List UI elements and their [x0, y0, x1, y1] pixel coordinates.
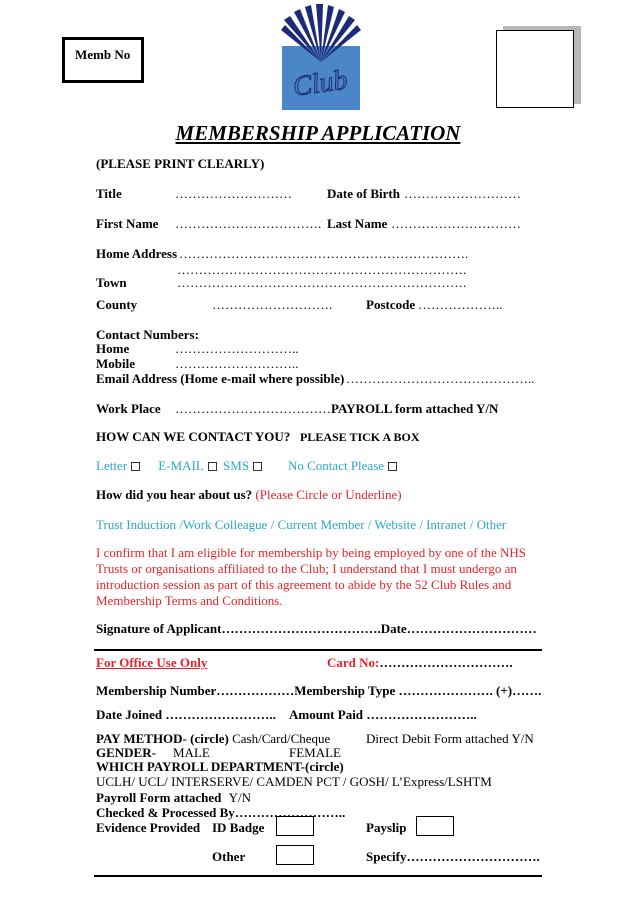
logo-text: Club [291, 64, 350, 103]
payroll-attached-label: PAYROLL form attached Y/N [331, 401, 499, 416]
date-joined-row [96, 707, 276, 723]
payroll-form-row [96, 790, 251, 806]
membership-type-label: Membership Type [294, 683, 396, 698]
gender-male[interactable]: MALE [173, 745, 210, 760]
mobile-label: Mobile [96, 356, 135, 371]
county-field[interactable]: ………………………. [212, 297, 333, 312]
specify-field[interactable]: …………………………. [406, 849, 540, 864]
no-contact-label: No Contact Please [288, 458, 385, 473]
postcode-label: Postcode [366, 297, 416, 312]
pay-method-label: PAY METHOD- (circle) [96, 731, 229, 746]
card-no-label: Card No: [327, 655, 380, 670]
work-place-field[interactable]: ……………………………… [175, 401, 331, 416]
email-option-label: E-MAIL [158, 458, 204, 473]
contact-hint: PLEASE TICK A BOX [300, 430, 420, 444]
memb-no-box[interactable] [62, 37, 144, 83]
letter-label: Letter [96, 458, 128, 473]
date-label: Date [380, 621, 407, 636]
checked-label: Checked & Processed By [96, 805, 235, 820]
declaration-text: I confirm that I am eligible for membership by being employed by one of the NHS Trusts or organisations affiliated to the Club; I understand that I must undergo an introduction session as part of this agreement to abide by the 52 Club Rules and Membership Terms and Conditions. [96, 545, 526, 608]
other-label: Other [212, 849, 246, 864]
email-checkbox[interactable] [208, 462, 217, 471]
home-phone-field[interactable]: ……………………….. [175, 341, 299, 356]
home-address-label: Home Address [96, 246, 178, 261]
date-field[interactable]: ………………………… [406, 621, 537, 636]
amount-paid-row [289, 707, 477, 723]
payroll-dept-label: WHICH PAYROLL DEPARTMENT-(circle) [96, 759, 344, 774]
address-line2-field[interactable]: …………………………………………………………. [177, 262, 467, 277]
signature-field[interactable]: ………………………………. [221, 621, 381, 636]
home-phone-label: Home [96, 341, 130, 356]
payroll-form-label: Payroll Form attached [96, 790, 222, 805]
contact-question: HOW CAN WE CONTACT YOU? [96, 429, 291, 444]
no-contact-option [288, 458, 400, 474]
specify-row [366, 849, 540, 865]
membership-number-row [96, 683, 541, 699]
referral-question: How did you hear about us? [96, 487, 253, 502]
sms-checkbox[interactable] [253, 462, 262, 471]
office-use-heading: For Office Use Only [96, 655, 208, 670]
amount-paid-field[interactable]: …………………….. [366, 707, 477, 722]
signature-label: Signature of Applicant [96, 621, 222, 636]
gender-female[interactable]: FEMALE [289, 745, 341, 760]
title-label: Title [96, 186, 122, 201]
dob-field[interactable]: ……………………… [404, 186, 521, 201]
card-no-row [327, 655, 513, 671]
amount-paid-label: Amount Paid [289, 707, 364, 722]
town-label: Town [96, 275, 127, 290]
page-title: MEMBERSHIP APPLICATION [175, 121, 461, 145]
membership-number-label: Membership Number [96, 683, 217, 698]
payslip-label: Payslip [366, 820, 407, 835]
payslip-box[interactable] [416, 816, 454, 836]
checked-field[interactable]: …………………….. [234, 805, 346, 820]
payroll-dept-options[interactable]: UCLH/ UCL/ INTERSERVE/ CAMDEN PCT / GOSH/ L’Express/LSHTM [96, 774, 492, 789]
last-name-label: Last Name [327, 216, 388, 231]
referral-hint: (Please Circle or Underline) [255, 487, 402, 502]
membership-number-field[interactable]: ……………… [216, 683, 295, 698]
office-divider-bottom [94, 875, 542, 877]
membership-type-field[interactable]: …………………. (+)……. [398, 683, 542, 698]
date-joined-field[interactable]: …………………….. [165, 707, 276, 722]
email-field[interactable]: …………………………………….. [346, 371, 535, 386]
specify-label: Specify [366, 849, 407, 864]
work-place-label: Work Place [96, 401, 161, 416]
home-address-field[interactable]: …………………………………………………………. [179, 246, 469, 261]
mobile-field[interactable]: ……………………….. [175, 356, 299, 371]
card-no-field[interactable]: …………………………. [379, 655, 513, 670]
title-field[interactable]: ……………………… [175, 186, 292, 201]
gender-label: GENDER- [96, 745, 156, 760]
date-joined-label: Date Joined [96, 707, 163, 722]
town-field[interactable]: …………………………………………………………. [177, 275, 467, 290]
payroll-form-value[interactable]: Y/N [228, 790, 252, 805]
postcode-field[interactable]: ……………….. [418, 297, 503, 312]
referral-options[interactable]: Trust Induction /Work Colleague / Current Member / Website / Intranet / Other [96, 517, 507, 532]
id-badge-label: ID Badge [212, 820, 265, 835]
no-contact-checkbox[interactable] [388, 462, 397, 471]
club-logo [276, 4, 366, 112]
referral-row [96, 487, 402, 503]
office-divider-top [94, 649, 542, 651]
last-name-field[interactable]: ………………………… [391, 216, 521, 231]
photo-box[interactable] [496, 30, 574, 108]
letter-checkbox[interactable] [131, 462, 140, 471]
contact-numbers-label: Contact Numbers: [96, 327, 199, 342]
first-name-label: First Name [96, 216, 159, 231]
first-name-field[interactable]: ……………………………. [175, 216, 322, 231]
direct-debit-label: Direct Debit Form attached Y/N [366, 731, 534, 746]
county-label: County [96, 297, 138, 312]
id-badge-box[interactable] [276, 816, 314, 836]
evidence-label: Evidence Provided [96, 820, 201, 835]
pay-method-options[interactable]: Cash/Card/Cheque [232, 731, 331, 746]
dob-label: Date of Birth [327, 186, 400, 201]
print-instruction: (PLEASE PRINT CLEARLY) [96, 156, 265, 171]
sms-label: SMS [223, 458, 250, 473]
email-label: Email Address (Home e-mail where possible) [96, 371, 345, 386]
contact-options [96, 458, 265, 474]
signature-row [96, 621, 537, 637]
memb-no-label: Memb No [75, 47, 131, 62]
other-box[interactable] [276, 845, 314, 865]
